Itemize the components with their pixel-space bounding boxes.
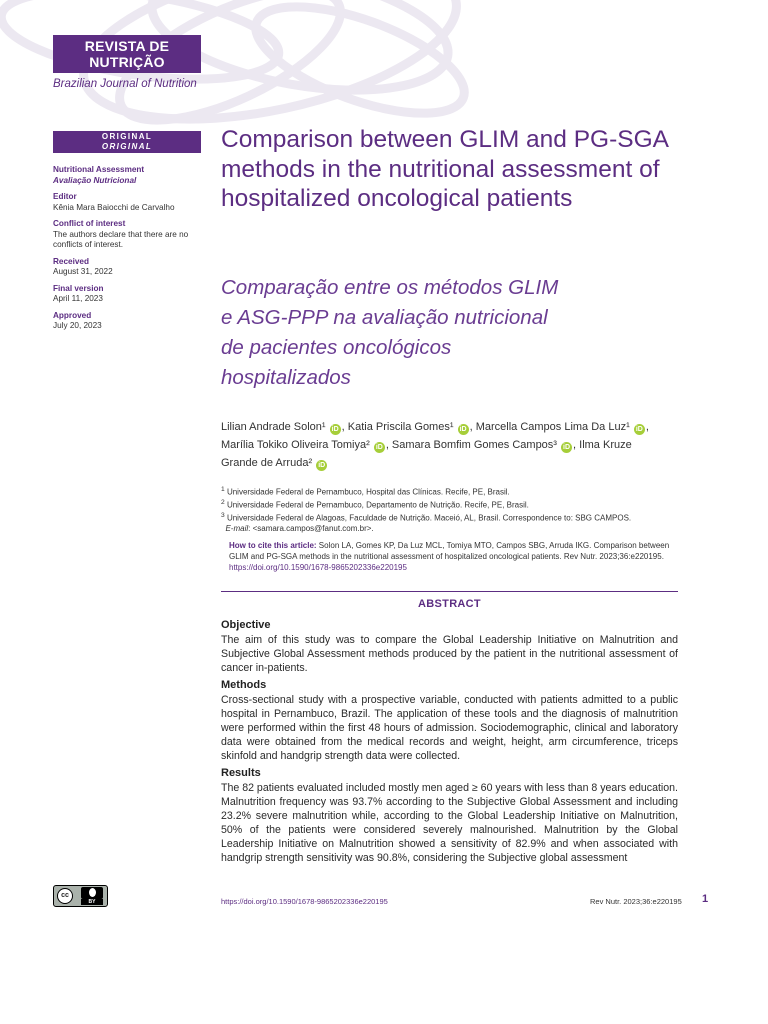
approved-date: July 20, 2023	[53, 321, 102, 330]
journal-logo	[53, 35, 201, 90]
conflict-text: The authors declare that there are no conflicts of interest.	[53, 229, 189, 249]
subtitle-line: de pacientes oncológicos	[221, 336, 452, 359]
article-type-badge	[53, 131, 201, 153]
journal-name-line1: REVISTA DE	[84, 38, 170, 54]
received-date: August 31, 2022	[53, 267, 113, 276]
conflict-block	[53, 219, 201, 251]
person-icon	[81, 887, 103, 899]
affiliation-number: 3	[221, 512, 225, 520]
by-label: BY	[81, 899, 103, 905]
conflict-label: Conflict of interest	[53, 219, 126, 228]
methods-text: Cross-sectional study with a prospective variable, conducted with patients admitted to a public hospital in Pernambuco, Brazil. The application of these tools and the diagnosis of malnutrition were performed within the first 48 hours of admission. Sociodemographic, clinical and laboratory data were obtained from the medical records and weight, height, arm circumference, triceps skinfold and handgrip strength data were collected.	[221, 694, 678, 762]
affiliation-text: Universidade Federal de Pernambuco, Departamento de Nutrição. Recife, PE, Brasil.	[226, 500, 529, 510]
cite-label: How to cite this article:	[229, 541, 317, 550]
author-name: , Samara Bomfim Gomes Campos³	[385, 439, 557, 451]
orcid-icon[interactable]: iD	[635, 426, 643, 433]
author-list	[221, 418, 681, 472]
abstract-heading: ABSTRACT	[418, 598, 481, 610]
abstract-body	[221, 618, 678, 868]
abstract-divider	[221, 591, 678, 592]
affiliation-item	[221, 511, 681, 524]
subtitle-line: e ASG-PPP na avaliação nutricional	[221, 306, 548, 329]
methods-heading: Methods	[221, 679, 267, 691]
article-type-pt: ORIGINAL	[101, 142, 153, 151]
author-name: Marília Tokiko Oliveira Tomiya²	[221, 439, 370, 451]
section-block	[53, 165, 201, 186]
cc-by-icon[interactable]	[53, 885, 108, 907]
cc-logo-icon: cc	[57, 888, 73, 904]
author-name: , Ilma Kruze	[573, 439, 632, 451]
author-name: , Marcella Campos Lima Da Luz¹	[469, 421, 630, 433]
objective-text: The aim of this study was to compare the Global Leadership Initiative on Malnutrition and Subjective Global Assessment methods produced by the patient in the nutritional assessment of cancer in-patients.	[221, 634, 678, 674]
affiliation-item	[221, 485, 681, 498]
received-block	[53, 257, 201, 278]
editor-label: Editor	[53, 192, 77, 201]
subtitle-line: Comparação entre os métodos GLIM	[221, 276, 559, 299]
article-type-en: ORIGINAL	[101, 132, 153, 141]
final-version-date: April 11, 2023	[53, 294, 103, 303]
orcid-icon[interactable]: iD	[459, 426, 467, 433]
author-separator: ,	[645, 421, 649, 433]
footer-journal-reference: Rev Nutr. 2023;36:e220195	[590, 897, 682, 906]
journal-name-line2: NUTRIÇÃO	[89, 54, 165, 70]
cite-text: Solon LA, Gomes KP, Da Luz MCL, Tomiya MTO, Campos SBG, Arruda IKG. Comparison between GLIM and PG-SGA methods in the nutritional assessment of hospitalized oncological patients. Rev Nutr. 2023;36:e220195.	[229, 541, 670, 561]
orcid-icon[interactable]: iD	[318, 462, 326, 469]
subtitle-line: hospitalizados	[221, 366, 351, 389]
affiliation-number: 1	[221, 486, 225, 493]
page-number: 1	[702, 893, 709, 905]
objective-heading: Objective	[221, 619, 271, 631]
how-to-cite	[229, 540, 681, 573]
editor-block	[53, 192, 201, 213]
section-pt: Avaliação Nutricional	[53, 175, 137, 185]
affiliation-item	[221, 498, 681, 511]
section-en: Nutritional Assessment	[53, 165, 145, 174]
orcid-icon[interactable]: iD	[375, 444, 383, 451]
approved-label: Approved	[53, 310, 92, 320]
received-label: Received	[53, 256, 89, 266]
affiliation-text: Universidade Federal de Pernambuco, Hospital das Clínicas. Recife, PE, Brasil.	[226, 487, 510, 497]
journal-logo-box	[53, 35, 201, 73]
final-version-block	[53, 284, 201, 305]
results-heading: Results	[221, 767, 261, 779]
article-title-portuguese	[221, 273, 601, 393]
editor-name: Kênia Mara Baiocchi de Carvalho	[53, 202, 175, 212]
cite-doi-link[interactable]: https://doi.org/10.1590/1678-9865202336e220195	[229, 563, 407, 572]
footer-doi-link[interactable]: https://doi.org/10.1590/1678-9865202336e220195	[221, 897, 388, 906]
author-name: Grande de Arruda²	[221, 457, 313, 469]
affiliation-text: Universidade Federal de Alagoas, Faculdade de Nutrição. Maceió, AL, Brasil. Correspondence to: SBG CAMPOS.	[226, 513, 632, 523]
orcid-icon[interactable]: iD	[563, 444, 571, 451]
author-name: Lilian Andrade Solon¹	[221, 421, 326, 433]
article-sidebar	[53, 131, 201, 338]
orcid-icon[interactable]: iD	[331, 426, 339, 433]
approved-block	[53, 311, 201, 332]
journal-subtitle: Brazilian Journal of Nutrition	[53, 78, 197, 90]
author-name: , Katia Priscila Gomes¹	[341, 421, 454, 433]
correspondence-email	[221, 524, 681, 535]
results-text: The 82 patients evaluated included mostly men aged ≥ 60 years with less than 8 years education. Malnutrition frequency was 93.7% according to the Subjective Global Assessment and including 23.2% severe malnutrition while, according to the Global Leadership Initiative on Malnutrition, 50% of the patients were considered severely malnourished. Malnutrition by the Global Leadership Initiative on Malnutrition showed a sensitivity of 82.9% and when associated with handgrip strength sensitivity was 90.8%, considering the Subjective global assessment	[221, 782, 678, 864]
affiliations	[221, 485, 681, 535]
email-address[interactable]: : <samara.campos@fanut.com.br>.	[248, 524, 374, 534]
affiliation-number: 2	[221, 499, 225, 507]
article-title: Comparison between GLIM and PG-SGA methods in the nutritional assessment of hospitalized oncological patients	[221, 126, 668, 212]
email-label: E-mail	[225, 524, 249, 534]
final-version-label: Final version	[53, 283, 104, 293]
